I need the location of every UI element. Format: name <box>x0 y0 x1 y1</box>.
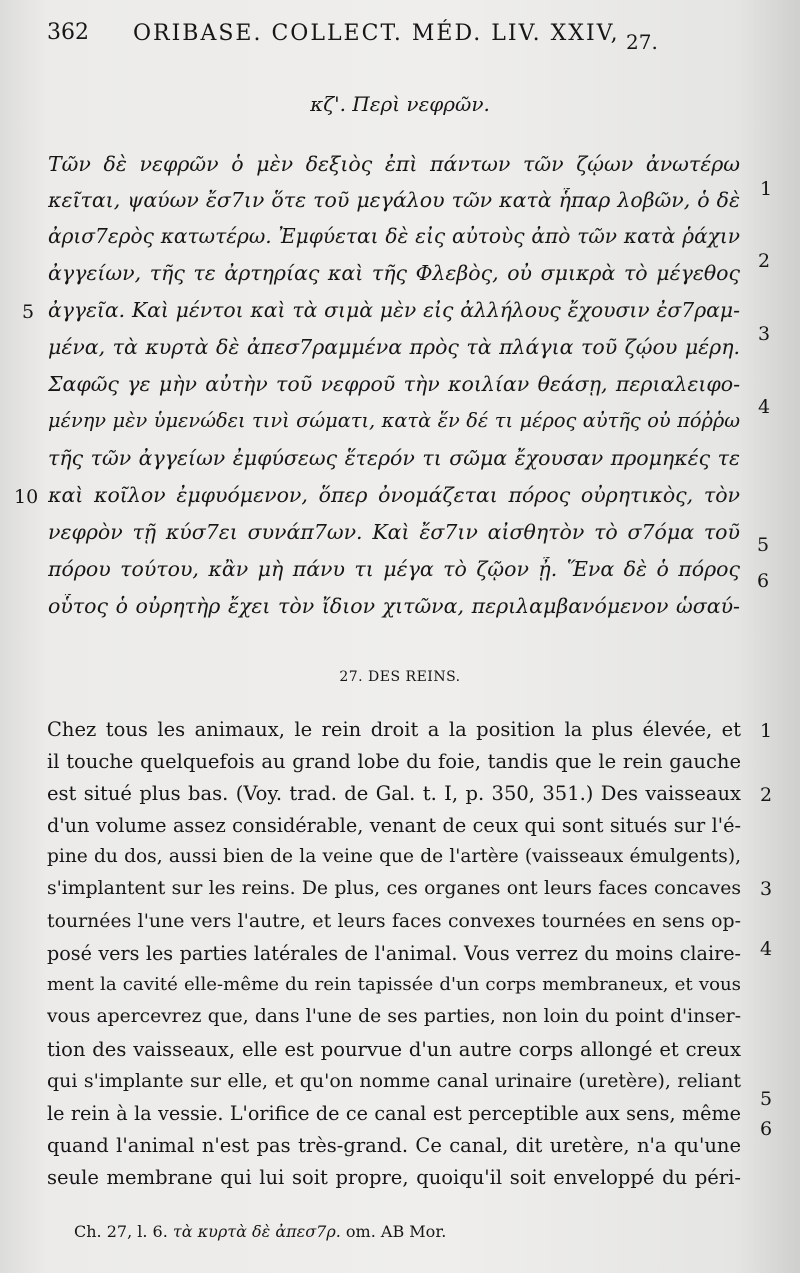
greek-line-number: 10 <box>14 486 39 508</box>
greek-paragraph-number: 2 <box>758 250 771 272</box>
french-line: s'implantent sur les reins. De plus, ces organes ont leurs faces concaves <box>47 878 741 899</box>
greek-paragraph-number: 3 <box>758 323 771 345</box>
french-paragraph-number: 3 <box>760 878 773 900</box>
greek-line: πόρου τούτου, κἂν μὴ πάνυ τι μέγα τὸ ζῷον ᾖ. Ἕνα δὲ ὁ πόρος <box>48 557 740 581</box>
french-line: vous apercevrez que, dans l'une de ses parties, non loin du point d'inser- <box>47 1006 741 1027</box>
greek-line: ἀρισ7ερὸς κατωτέρω. Ἐμφύεται δὲ εἰς αὐτοὺς ἀπὸ τῶν κατὰ ῥάχιν <box>48 224 740 248</box>
french-paragraph-number: 4 <box>760 938 773 960</box>
french-line: seule membrane qui lui soit propre, quoiqu'il soit enveloppé du péri- <box>47 1166 741 1189</box>
greek-line: κεῖται, ψαύων ἔσ7ιν ὅτε τοῦ μεγάλου τῶν κατὰ ἧπαρ λοβῶν, ὁ δὲ <box>48 188 740 212</box>
french-line: qui s'implante sur elle, et qu'on nomme canal urinaire (uretère), reliant <box>47 1070 741 1092</box>
french-line: d'un volume assez considérable, venant de ceux qui sont situés sur l'é- <box>47 814 741 837</box>
footnote-greek: τὰ κυρτὰ δὲ ἀπεσ7ρ. <box>172 1222 341 1241</box>
greek-line: μένην μὲν ὑμενώδει τινὶ σώματι, κατὰ ἕν δέ τι μέρος αὐτῆς οὐ πόῤῥω <box>48 409 740 432</box>
french-line: tion des vaisseaux, elle est pourvue d'un autre corps allongé et creux <box>47 1038 741 1061</box>
greek-line: ἀγγείων, τῆς τε ἀρτηρίας καὶ τῆς Φλεβὸς, οὐ σμικρὰ τὸ μέγεθος <box>48 261 740 285</box>
french-line: est situé plus bas. (Voy. trad. de Gal. t. I, p. 350, 351.) Des vaisseaux <box>47 782 741 805</box>
greek-paragraph-number: 5 <box>757 534 770 556</box>
french-line: tournées l'une vers l'autre, et leurs faces convexes tournées en sens op- <box>47 910 741 932</box>
french-line: pine du dos, aussi bien de la veine que de l'artère (vaisseaux émulgents), <box>47 846 741 867</box>
greek-line: καὶ κοῖλον ἐμφυόμενον, ὅπερ ὀνομάζεται πόρος οὐρητικὸς, τὸν <box>48 483 740 507</box>
greek-paragraph-number: 4 <box>758 396 771 418</box>
greek-paragraph-number: 1 <box>760 178 773 200</box>
french-paragraph-number: 1 <box>760 720 773 742</box>
greek-chapter-heading: κζ'. Περὶ νεφρῶν. <box>310 92 490 116</box>
french-line: Chez tous les animaux, le rein droit a la position la plus élevée, et <box>47 718 741 741</box>
running-title: ORIBASE. COLLECT. MÉD. LIV. XXIV, <box>133 21 620 46</box>
greek-line: νεφρὸν τῇ κύσ7ει συνάπ7ων. Καὶ ἔσ7ιν αἰσθητὸν τὸ σ7όμα τοῦ <box>48 520 740 544</box>
greek-line-number: 5 <box>22 301 35 323</box>
section-number: 27. <box>626 30 658 54</box>
footnote <box>74 1222 446 1241</box>
french-chapter-heading: 27. DES REINS. <box>339 669 461 685</box>
french-line: le rein à la vessie. L'orifice de ce canal est perceptible aux sens, même <box>47 1102 741 1125</box>
french-line: quand l'animal n'est pas très-grand. Ce canal, dit uretère, n'a qu'une <box>47 1134 741 1157</box>
french-paragraph-number: 5 <box>760 1088 773 1110</box>
french-line: posé vers les parties latérales de l'animal. Vous verrez du moins claire- <box>47 942 741 965</box>
greek-line: οὗτος ὁ οὐρητὴρ ἔχει τὸν ἴδιον χιτῶνα, περιλαμβανόμενον ὡσαύ- <box>48 594 740 618</box>
french-paragraph-number: 2 <box>760 784 773 806</box>
greek-paragraph-number: 6 <box>757 570 770 592</box>
greek-line: Σαφῶς γε μὴν αὐτὴν τοῦ νεφροῦ τὴν κοιλίαν θεάσῃ, περιαλειφο- <box>48 372 740 396</box>
french-line: ment la cavité elle-même du rein tapissée d'un corps membraneux, et vous <box>47 974 741 995</box>
french-line: il touche quelquefois au grand lobe du foie, tandis que le rein gauche <box>47 750 741 773</box>
footnote-sigla: om. AB Mor. <box>345 1222 447 1241</box>
french-paragraph-number: 6 <box>760 1118 773 1140</box>
greek-line: ἀγγεῖα. Καὶ μέντοι καὶ τὰ σιμὰ μὲν εἰς ἀλλήλους ἔχουσιν ἐσ7ραμ- <box>48 298 740 322</box>
greek-line: τῆς τῶν ἀγγείων ἐμφύσεως ἕτερόν τι σῶμα ἔχουσαν προμηκές τε <box>48 446 740 470</box>
greek-line: μένα, τὰ κυρτὰ δὲ ἀπεσ7ραμμένα πρὸς τὰ πλάγια τοῦ ζῴου μέρη. <box>48 335 740 359</box>
footnote-reference: Ch. 27, l. 6. <box>74 1222 168 1241</box>
page-number: 362 <box>47 20 89 45</box>
greek-line: Τῶν δὲ νεφρῶν ὁ μὲν δεξιὸς ἐπὶ πάντων τῶν ζῴων ἀνωτέρω <box>48 152 740 176</box>
